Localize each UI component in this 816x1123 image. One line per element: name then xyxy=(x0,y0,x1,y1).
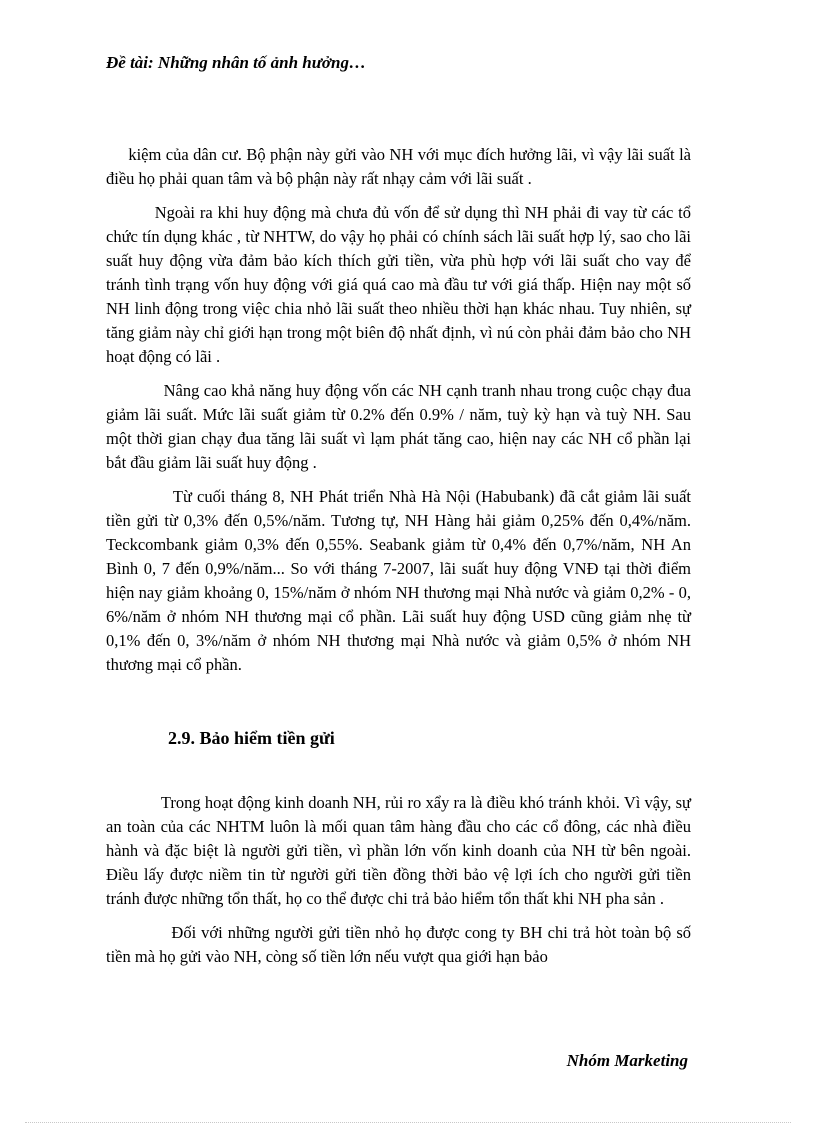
document-header: Đề tài: Những nhân tố ảnh hưởng… xyxy=(106,53,367,72)
document-footer: Nhóm Marketing xyxy=(566,1051,688,1070)
section-body xyxy=(106,143,696,677)
paragraph: Từ cuối tháng 8, NH Phát triển Nhà Hà Nội (Habubank) đã cắt giảm lãi suất tiền gửi từ 0,3% đến 0,5%/năm. Tương tự, NH Hàng hải giảm 0,25% đến 0,4%/năm. Teckcombank giảm 0,3% đến 0,55%. Seabank giảm từ 0,4% đến 0,7%/năm, NH An Bình 0, 7 đến 0,9%/năm... So với tháng 7-2007, lãi suất huy động VNĐ tại thời điểm hiện nay giảm khoảng 0, 15%/năm ở nhóm NH thương mại Nhà nước và giảm 0,2% - 0, 6%/năm ở nhóm NH thương mại cổ phần. Lãi suất huy động USD cũng giảm nhẹ từ 0,1% đến 0, 3%/năm ở nhóm NH thương mại Nhà nước và giảm 0,5% ở nhóm NH thương mại cổ phần. xyxy=(106,487,696,674)
section-heading: 2.9. Bảo hiểm tiền gửi xyxy=(168,728,335,748)
section-body xyxy=(106,791,696,969)
paragraph: Nâng cao khả năng huy động vốn các NH cạnh tranh nhau trong cuộc chạy đua giảm lãi suất. Mức lãi suất giảm từ 0.2% đến 0.9% / năm, tuỳ kỳ hạn và tuỳ NH. Sau một thời gian chạy đua tăng lãi suất vì lạm phát tăng cao, hiện nay các NH cổ phần lại bắt đầu giảm lãi suất huy động . xyxy=(106,381,696,472)
paragraph: kiệm của dân cư. Bộ phận này gửi vào NH với mục đích hưởng lãi, vì vậy lãi suất là điều họ phải quan tâm và bộ phận này rất nhạy cảm với lãi suất . xyxy=(106,145,696,188)
paragraph: Trong hoạt động kinh doanh NH, rủi ro xẩy ra là điều khó tránh khỏi. Vì vậy, sự an toàn của các NHTM luôn là mối quan tâm hàng đầu cho các cổ đông, các nhà điều hành và đặc biệt là người gửi tiền, vì phần lớn vốn kinh doanh của NH từ bên ngoài. Điều lấy được niềm tin từ người gửi tiền đồng thời bảo vệ lợi ích cho người gửi tiền tránh được những tổn thất, họ co thể được chi trả bảo hiểm tổn thất khi NH pha sản . xyxy=(106,793,696,908)
paragraph: Đối với những người gửi tiền nhỏ họ được cong ty BH chi trả hòt toàn bộ số tiền mà họ gửi vào NH, còng số tiền lớn nếu vượt qua giới hạn bảo xyxy=(106,923,696,966)
paragraph: Ngoài ra khi huy động mà chưa đủ vốn để sử dụng thì NH phải đi vay từ các tổ chức tín dụng khác , từ NHTW, do vậy họ phải có chính sách lãi suất hợp lý, sao cho lãi suất huy động vừa đảm bảo kích thích gửi tiền, vừa phù hợp với lãi suất cho vay để tránh tình trạng vốn huy động với giá quá cao mà đầu tư với giá thấp. Hiện nay một số NH linh động trong việc chia nhỏ lãi suất theo nhiều thời hạn khác nhau. Tuy nhiên, sự tăng giảm này chỉ giới hạn trong một biên độ nhất định, vì nú còn phải đảm bảo cho NH hoạt động có lãi . xyxy=(106,203,696,366)
